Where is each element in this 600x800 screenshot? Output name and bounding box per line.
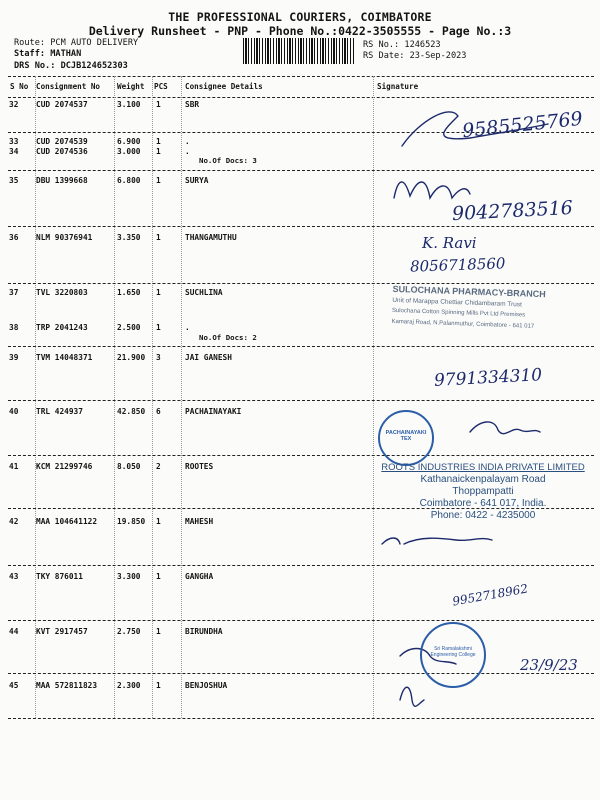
row-consignee: MAHESH <box>185 517 214 526</box>
row-weight: 3.100 <box>117 100 141 109</box>
row-weight: 2.500 <box>117 323 141 332</box>
stamp-line: Coimbatore - 641 017, India. <box>419 498 547 509</box>
row-consignment: CUD 2074539 <box>36 137 88 146</box>
row-consignment: TVM 14048371 <box>36 353 93 362</box>
stamp-line: Kathanaickenpalayam Road <box>420 474 546 485</box>
row-consignee: SBR <box>185 100 200 109</box>
phone-handwritten: 9952718962 <box>451 581 529 609</box>
row-consignment: TKY 876011 <box>36 572 83 581</box>
row-sno: 41 <box>9 462 19 471</box>
row-weight: 21.900 <box>117 353 146 362</box>
row-consignment: KVT 2917457 <box>36 627 88 636</box>
row-consignment: NLM 90376941 <box>36 233 93 242</box>
stamp-line: Kamaraj Road, N.Palanmuthur, Coimbatore - 641 017 <box>391 318 535 330</box>
row-sno: 43 <box>9 572 19 581</box>
docs-count: No.Of Docs: 3 <box>199 156 257 165</box>
row-consignee: JAI GANESH <box>185 353 232 362</box>
row-pcs: 1 <box>156 100 161 109</box>
row-consignment: CUD 2074536 <box>36 147 88 156</box>
row-pcs: 1 <box>156 627 161 636</box>
row-consignee: GANGHA <box>185 572 214 581</box>
row-sno: 40 <box>9 407 19 416</box>
stamp-line: Unit of Marappa Chettiar Chidambaram Trust <box>392 296 522 309</box>
phone-handwritten: 9791334310 <box>433 365 543 391</box>
company-stamp <box>378 462 588 522</box>
row-pcs: 6 <box>156 407 161 416</box>
row-consignee: SURYA <box>185 176 209 185</box>
row-pcs: 1 <box>156 176 161 185</box>
col-sno: S No <box>10 82 29 91</box>
row-consignee: SUCHLINA <box>185 288 223 297</box>
stamp-line: Thoppampatti <box>452 486 514 497</box>
rs-date: RS Date: 23-Sep-2023 <box>363 51 467 61</box>
row-weight: 2.300 <box>117 681 141 690</box>
row-sno: 39 <box>9 353 19 362</box>
row-consignee: . <box>185 137 190 146</box>
drs-number: DRS No.: DCJB124652303 <box>14 61 128 71</box>
row-consignment: DBU 1399668 <box>36 176 88 185</box>
row-weight: 2.750 <box>117 627 141 636</box>
row-weight: 6.800 <box>117 176 141 185</box>
stamp-line: Sulochana Cotton Spinning Mills Pvt Ltd Premises <box>391 307 526 319</box>
signature-40 <box>470 422 540 434</box>
seal-text: PACHAINAYAKI TEX <box>385 430 427 442</box>
row-consignment: TRP 2041243 <box>36 323 88 332</box>
pharmacy-stamp <box>391 284 572 334</box>
row-sno: 32 <box>9 100 19 109</box>
row-sno: 42 <box>9 517 19 526</box>
docs-count: No.Of Docs: 2 <box>199 333 257 342</box>
row-pcs: 1 <box>156 572 161 581</box>
row-pcs: 1 <box>156 147 161 156</box>
row-sno: 34 <box>9 147 19 156</box>
row-consignment: TRL 424937 <box>36 407 83 416</box>
row-weight: 8.050 <box>117 462 141 471</box>
col-consignment: Consignment No <box>36 82 101 91</box>
row-sno: 33 <box>9 137 19 146</box>
row-consignment: KCM 21299746 <box>36 462 93 471</box>
row-pcs: 1 <box>156 288 161 297</box>
college-seal <box>420 622 486 688</box>
signature-42 <box>382 538 492 544</box>
date-handwritten: 23/9/23 <box>520 656 578 674</box>
row-weight: 6.900 <box>117 137 141 146</box>
row-consignee: BIRUNDHA <box>185 627 223 636</box>
row-weight: 3.300 <box>117 572 141 581</box>
signature-45 <box>400 687 424 706</box>
row-weight: 3.000 <box>117 147 141 156</box>
row-consignee: . <box>185 323 190 332</box>
stamp-phone: Phone: 0422 - 4235000 <box>430 510 536 521</box>
stamp-title: SULOCHANA PHARMACY-BRANCH <box>392 283 546 300</box>
row-weight: 42.850 <box>117 407 146 416</box>
company-seal <box>378 410 434 466</box>
row-pcs: 3 <box>156 353 161 362</box>
staff-label: Staff: MATHAN <box>14 49 82 59</box>
row-weight: 3.350 <box>117 233 141 242</box>
seal-text: Sri Ramalakshmi Engineering College <box>430 646 476 658</box>
row-consignment: TVL 3220803 <box>36 288 88 297</box>
rs-number: RS No.: 1246523 <box>363 40 441 50</box>
row-sno: 37 <box>9 288 19 297</box>
row-pcs: 1 <box>156 681 161 690</box>
phone-handwritten: 9042783516 <box>451 196 574 226</box>
row-pcs: 2 <box>156 462 161 471</box>
col-consignee: Consignee Details <box>185 82 263 91</box>
row-pcs: 1 <box>156 517 161 526</box>
phone-handwritten: 9585525769 <box>461 107 584 143</box>
row-consignee: ROOTES <box>185 462 214 471</box>
row-weight: 19.850 <box>117 517 146 526</box>
row-sno: 36 <box>9 233 19 242</box>
document-subtitle: Delivery Runsheet - PNP - Phone No.:0422-3505555 - Page No.:3 <box>88 24 512 38</box>
row-consignment: CUD 2074537 <box>36 100 88 109</box>
row-pcs: 1 <box>156 137 161 146</box>
route-label: Route: PCM AUTO DELIVERY <box>14 38 139 48</box>
row-pcs: 1 <box>156 233 161 242</box>
row-consignee: BENJOSHUA <box>185 681 228 690</box>
document-title: THE PROFESSIONAL COURIERS, COIMBATORE <box>168 10 432 24</box>
row-weight: 1.650 <box>117 288 141 297</box>
phone-handwritten: 8056718560 <box>409 254 506 276</box>
col-signature: Signature <box>377 82 419 91</box>
name-handwritten: K. Ravi <box>422 234 477 252</box>
row-consignee: . <box>185 147 190 156</box>
row-consignee: THANGAMUTHU <box>185 233 237 242</box>
row-consignee: PACHAINAYAKI <box>185 407 242 416</box>
row-pcs: 1 <box>156 323 161 332</box>
stamp-title: ROOTS INDUSTRIES INDIA PRIVATE LIMITED <box>381 462 585 473</box>
row-sno: 45 <box>9 681 19 690</box>
col-pcs: PCS <box>154 82 168 91</box>
col-weight: Weight <box>117 82 145 91</box>
row-sno: 44 <box>9 627 19 636</box>
row-sno: 38 <box>9 323 19 332</box>
row-consignment: MAA 104641122 <box>36 517 98 526</box>
row-consignment: MAA 572811823 <box>36 681 98 690</box>
signature-35 <box>394 182 470 198</box>
row-sno: 35 <box>9 176 19 185</box>
